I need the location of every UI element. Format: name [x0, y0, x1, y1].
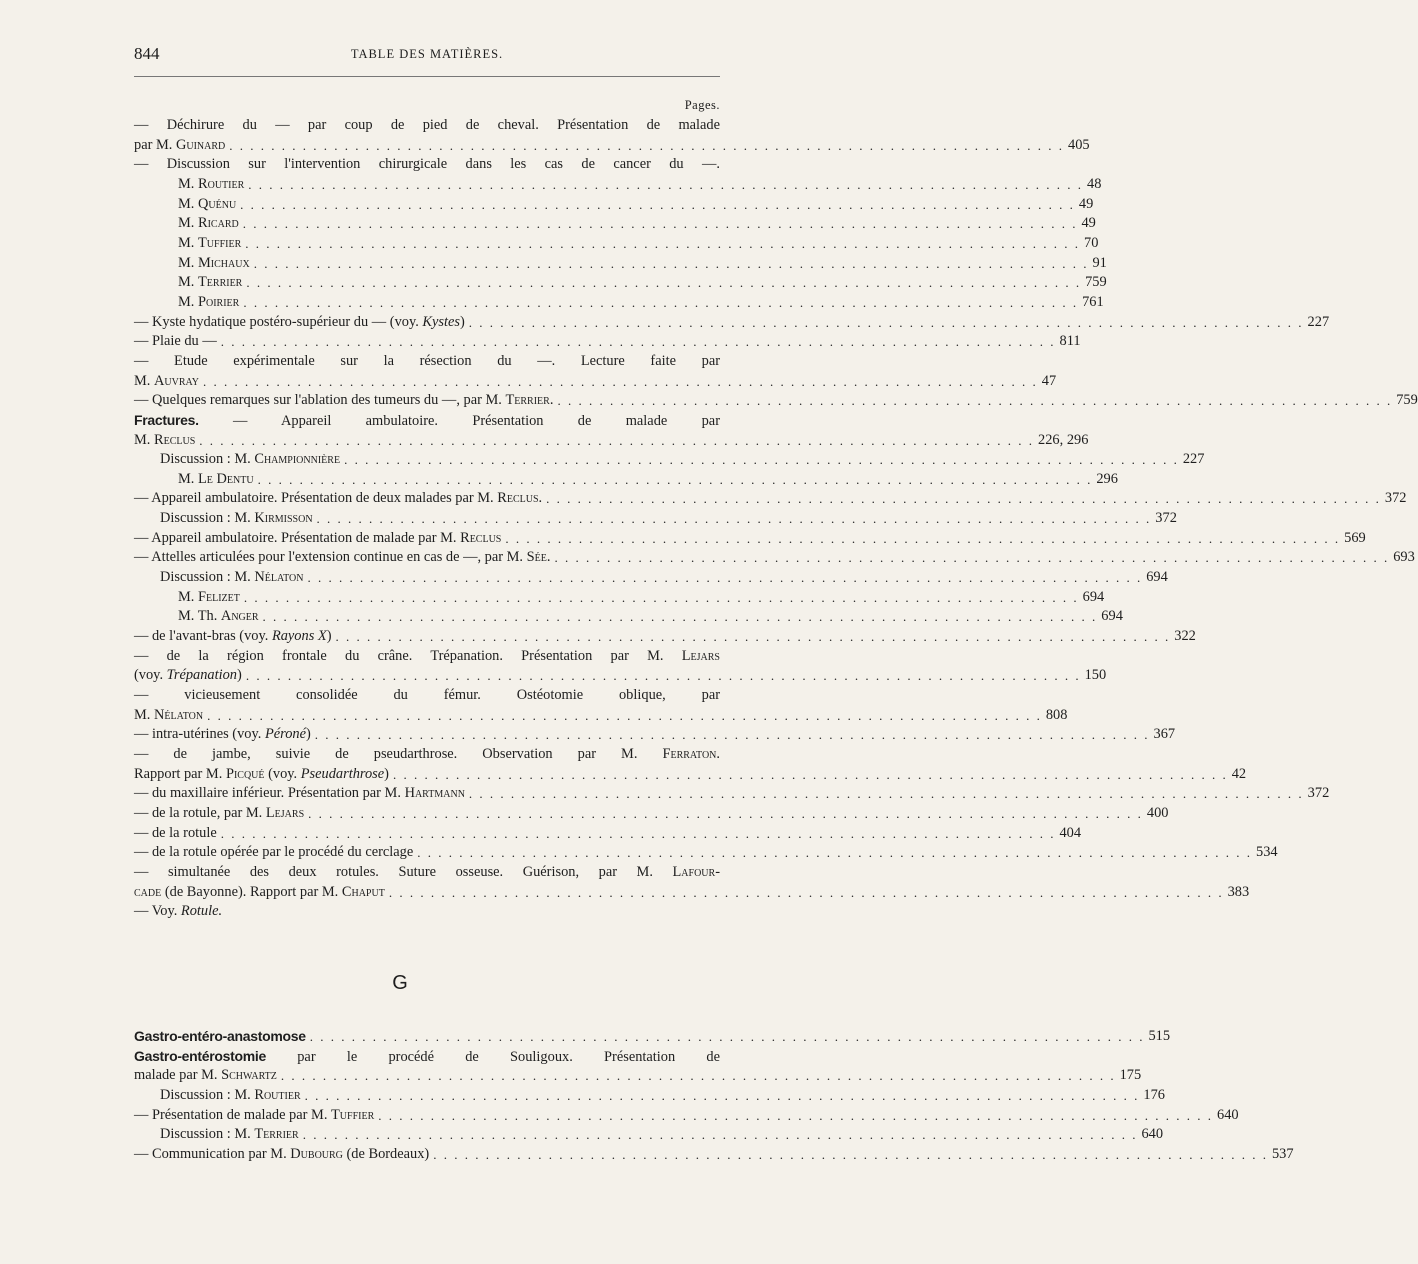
- entry-text: M.: [134, 431, 154, 448]
- entry-text: (de Bordeaux): [342, 1145, 430, 1162]
- entry-title: [178, 175, 244, 195]
- entry-text: Auvray: [154, 372, 200, 389]
- index-entry-line: [134, 804, 1169, 824]
- index-entry-line: [134, 902, 720, 922]
- entry-text: Sée.: [526, 549, 551, 566]
- entry-text: — Voy.: [134, 903, 181, 920]
- dot-leader: . . . . . . . . . . . . . . . . . . . . . . . . . . . . . . . . . . . . . . . . . . . . . . . . . . . . . . . . . . . . . . . . . . . . . . . . . . . . . . . .: [546, 491, 1381, 507]
- section-letter-g: G: [392, 972, 408, 994]
- page-reference: 367: [1153, 726, 1176, 743]
- entry-title: [178, 470, 254, 490]
- page-reference: 759: [1085, 274, 1107, 291]
- index-entry-line: [134, 352, 720, 372]
- entry-text: — Plaie du —: [134, 333, 217, 350]
- entry-text: Le Dentu: [198, 470, 254, 487]
- entry-text: Tuffier: [331, 1106, 375, 1123]
- page-reference: 761: [1082, 293, 1104, 310]
- entry-text: cade: [134, 883, 162, 900]
- entry-text: Picqué: [225, 765, 265, 782]
- page-reference: 694: [1082, 588, 1105, 605]
- entry-title: [134, 804, 304, 824]
- entry-text: Poirier: [198, 293, 240, 310]
- entry-text: M.: [178, 195, 198, 212]
- index-entries-f: [134, 116, 1418, 922]
- entry-title: [134, 372, 199, 392]
- index-entry-line: [134, 489, 1407, 509]
- index-entry-line: [134, 273, 1107, 293]
- dot-leader: . . . . . . . . . . . . . . . . . . . . . . . . . . . . . . . . . . . . . . . . . . . . . . . . . . . . . . . . . . . . . . . . . . . . . . . . . . . . . . . .: [280, 1068, 1116, 1084]
- dot-leader: . . . . . . . . . . . . . . . . . . . . . . . . . . . . . . . . . . . . . . . . . . . . . . . . . . . . . . . . . . . . . . . . . . . . . . . . . . . . . . . .: [308, 805, 1143, 821]
- entry-text: Terrier: [254, 1126, 299, 1143]
- entry-text: — Appareil ambulatoire. Présentation de malade par M.: [134, 529, 461, 546]
- dot-leader: . . . . . . . . . . . . . . . . . . . . . . . . . . . . . . . . . . . . . . . . . . . . . . . . . . . . . . . . . . . . . . . . . . . . . . . . . . . . . . . .: [316, 511, 1152, 527]
- entry-text: Fractures.: [134, 411, 199, 428]
- entry-title: [134, 706, 203, 726]
- page-reference: 42: [1231, 765, 1247, 782]
- entry-title: [134, 824, 217, 844]
- dot-leader: . . . . . . . . . . . . . . . . . . . . . . . . . . . . . . . . . . . . . . . . . . . . . . . . . . . . . . . . . . . . . . . . . . . . . . . . . . . . . . . .: [240, 196, 1075, 212]
- page-reference: 372: [1155, 510, 1177, 527]
- page-number: 844: [134, 44, 160, 63]
- page-reference: 400: [1146, 804, 1169, 821]
- entry-title: [178, 293, 239, 313]
- entry-text: ): [326, 628, 332, 645]
- entry-text: Discussion : M.: [160, 569, 255, 586]
- dot-leader: . . . . . . . . . . . . . . . . . . . . . . . . . . . . . . . . . . . . . . . . . . . . . . . . . . . . . . . . . . . . . . . . . . . . . . . . . . . . . . . .: [248, 176, 1084, 192]
- index-entry-line: [134, 1086, 1165, 1106]
- page-reference: 47: [1041, 372, 1057, 389]
- dot-leader: . . . . . . . . . . . . . . . . . . . . . . . . . . . . . . . . . . . . . . . . . . . . . . . . . . . . . . . . . . . . . . . . . . . . . . . . . . . . . . . .: [229, 137, 1064, 153]
- index-entry-line: [134, 647, 720, 667]
- index-entry-line: [134, 1106, 1239, 1126]
- page-reference: 693: [1393, 549, 1415, 566]
- page-reference: 759: [1396, 392, 1418, 409]
- page-reference: 537: [1271, 1145, 1294, 1162]
- page-reference: 405: [1068, 136, 1090, 153]
- entry-text: — simultanée des deux rotules. Suture osseuse. Guérison, par M.: [134, 863, 673, 880]
- entry-text: Quénu: [198, 195, 237, 212]
- entry-title: [134, 666, 242, 686]
- entry-title: [178, 234, 241, 254]
- entry-title: [178, 588, 240, 608]
- entry-text: Nélaton: [154, 706, 204, 723]
- entry-text: ): [305, 726, 311, 743]
- index-entry-line: [134, 548, 1415, 568]
- index-entry-line: [134, 1125, 1164, 1145]
- entry-text: Terrier: [198, 274, 243, 291]
- entry-text: Rotule.: [180, 903, 223, 920]
- index-entry-line: [134, 883, 1250, 903]
- entry-text: malade par M.: [134, 1067, 222, 1084]
- entry-text: — de jambe, suivie de pseudarthrose. Observation par M.: [134, 746, 663, 762]
- entry-text: Championnière: [254, 451, 341, 468]
- page-reference: 322: [1174, 628, 1196, 645]
- index-entry-line: [134, 175, 1102, 195]
- entry-text: Lafour-: [672, 863, 720, 880]
- entry-title: [178, 273, 242, 293]
- entry-text: Tuffier: [198, 234, 242, 251]
- entry-title: [160, 509, 313, 529]
- entry-title: [178, 214, 239, 234]
- page-reference: 176: [1143, 1086, 1165, 1103]
- index-entry-line: [134, 470, 1118, 490]
- entry-text: M.: [178, 234, 198, 251]
- dot-leader: . . . . . . . . . . . . . . . . . . . . . . . . . . . . . . . . . . . . . . . . . . . . . . . . . . . . . . . . . . . . . . . . . . . . . . . . . . . . . . . .: [557, 393, 1393, 409]
- entry-title: [134, 313, 465, 333]
- entry-text: Routier: [198, 175, 245, 192]
- page-reference: 48: [1087, 175, 1102, 192]
- index-entry-line: [134, 666, 1107, 686]
- dot-leader: . . . . . . . . . . . . . . . . . . . . . . . . . . . . . . . . . . . . . . . . . . . . . . . . . . . . . . . . . . . . . . . . . . . . . . . . . . . . . . . .: [344, 452, 1179, 468]
- entry-text: — Appareil ambulatoire. Présentation de deux malades par M.: [134, 490, 498, 507]
- page-reference: 372: [1307, 785, 1330, 802]
- entry-text: — de la rotule: [134, 824, 217, 841]
- page-reference: 383: [1227, 883, 1250, 900]
- entry-title: [160, 568, 303, 588]
- index-entry-line: [134, 588, 1105, 608]
- dot-leader: . . . . . . . . . . . . . . . . . . . . . . . . . . . . . . . . . . . . . . . . . . . . . . . . . . . . . . . . . . . . . . . . . . . . . . . . . . . . . . . .: [335, 629, 1171, 645]
- entry-text: Lejars: [681, 647, 720, 664]
- entry-text: (voy.: [264, 765, 301, 782]
- page-reference: 49: [1078, 195, 1094, 212]
- entry-text: Reclus: [154, 431, 196, 448]
- dot-leader: . . . . . . . . . . . . . . . . . . . . . . . . . . . . . . . . . . . . . . . . . . . . . . . . . . . . . . . . . . . . . . . . . . . . . . . . . . . . . . . .: [245, 235, 1080, 251]
- entry-text: — de la rotule opérée par le procédé du cerclage: [134, 844, 414, 861]
- entry-text: M.: [134, 706, 154, 723]
- entry-text: Routier: [254, 1086, 301, 1103]
- entry-text: Rapport par M.: [134, 765, 226, 782]
- entry-text: M.: [178, 215, 198, 232]
- page-reference: 175: [1119, 1067, 1142, 1084]
- dot-leader: . . . . . . . . . . . . . . . . . . . . . . . . . . . . . . . . . . . . . . . . . . . . . . . . . . . . . . . . . . . . . . . . . . . . . . . . . . . . . . . .: [243, 294, 1079, 310]
- index-entry-line: [134, 431, 1089, 451]
- index-entry-line: [134, 1066, 1142, 1086]
- dot-leader: . . . . . . . . . . . . . . . . . . . . . . . . . . . . . . . . . . . . . . . . . . . . . . . . . . . . . . . . . . . . . . . . . . . . . . . . . . . . . . . .: [243, 589, 1079, 605]
- dot-leader: . . . . . . . . . . . . . . . . . . . . . . . . . . . . . . . . . . . . . . . . . . . . . . . . . . . . . . . . . . . . . . . . . . . . . . . . . . . . . . . .: [257, 471, 1093, 487]
- entry-title: [134, 391, 553, 411]
- index-entry-line: [134, 450, 1205, 470]
- entry-text: Michaux: [198, 254, 250, 271]
- dot-leader: . . . . . . . . . . . . . . . . . . . . . . . . . . . . . . . . . . . . . . . . . . . . . . . . . . . . . . . . . . . . . . . . . . . . . . . . . . . . . . . .: [302, 1127, 1138, 1143]
- page-reference: 694: [1101, 608, 1123, 625]
- entry-text: ): [384, 765, 389, 782]
- page-reference: 811: [1059, 333, 1081, 350]
- entry-text: Gastro-entérostomie: [134, 1047, 266, 1064]
- entry-title: [134, 136, 225, 156]
- page-reference: 372: [1384, 490, 1407, 507]
- entry-text: Nélaton: [254, 569, 304, 586]
- entry-text: — Déchirure du — par coup de pied de cheval. Présentation de malade: [134, 117, 720, 133]
- index-entry-line: [134, 293, 1104, 313]
- entry-title: [134, 765, 389, 785]
- entry-title: [134, 489, 542, 509]
- dot-leader: . . . . . . . . . . . . . . . . . . . . . . . . . . . . . . . . . . . . . . . . . . . . . . . . . . . . . . . . . . . . . . . . . . . . . . . . . . . . . . . .: [388, 884, 1224, 900]
- entry-title: [178, 254, 250, 274]
- page-reference: 694: [1146, 569, 1168, 586]
- entry-text: Pseudarthrose: [300, 765, 385, 782]
- entry-title: [134, 1145, 429, 1165]
- index-entry-line: [134, 824, 1082, 844]
- entry-title: [134, 332, 217, 352]
- entry-text: (de Bayonne). Rapport par M.: [161, 883, 342, 900]
- entry-text: Trépanation: [166, 667, 238, 684]
- index-entry-line: [134, 509, 1177, 529]
- entry-text: Ricard: [198, 215, 239, 232]
- entry-text: Lejars: [265, 804, 305, 821]
- entry-text: par M.: [134, 136, 176, 153]
- entry-title: [134, 1027, 306, 1047]
- entry-title: [134, 883, 385, 903]
- index-entry-line: [134, 627, 1196, 647]
- entry-title: [134, 548, 550, 568]
- entry-text: — Appareil ambulatoire. Présentation de malade par: [198, 412, 720, 429]
- entry-text: Ferraton.: [662, 746, 720, 762]
- entry-text: — Quelques remarques sur l'ablation des tumeurs du —, par M.: [134, 392, 506, 409]
- pages-column-label: Pages.: [684, 98, 720, 112]
- entry-text: — du maxillaire inférieur. Présentation par M.: [134, 785, 405, 802]
- entry-text: Discussion : M.: [160, 451, 255, 468]
- page-reference: 640: [1217, 1106, 1239, 1123]
- entry-title: [134, 725, 311, 745]
- entry-text: Gastro-entéro-anastomose: [134, 1028, 306, 1044]
- entry-text: — de la rotule, par M.: [134, 804, 266, 821]
- entry-text: Discussion : M.: [160, 510, 255, 527]
- running-title: TABLE DES MATIÈRES.: [350, 47, 504, 61]
- entry-text: ): [460, 313, 465, 330]
- entry-text: — de la région frontale du crâne. Trépanation. Présentation par M.: [134, 647, 682, 664]
- entry-title: [134, 1066, 277, 1086]
- entry-title: [134, 627, 332, 647]
- entry-text: Schwartz: [221, 1067, 277, 1084]
- entry-text: — Kyste hydatique postéro-supérieur du — (voy.: [134, 313, 423, 330]
- entry-text: Rayons X: [271, 628, 327, 645]
- entry-text: — Présentation de malade par M.: [134, 1106, 332, 1123]
- entry-text: M.: [178, 588, 198, 605]
- dot-leader: . . . . . . . . . . . . . . . . . . . . . . . . . . . . . . . . . . . . . . . . . . . . . . . . . . . . . . . . . . . . . . . . . . . . . . . . . . . . . . . .: [304, 1087, 1140, 1103]
- entry-text: Terrier.: [505, 392, 554, 409]
- dot-leader: . . . . . . . . . . . . . . . . . . . . . . . . . . . . . . . . . . . . . . . . . . . . . . . . . . . . . . . . . . . . . . . . . . . . . . . . . . . . . . . .: [505, 530, 1341, 546]
- index-entry-line: [134, 116, 720, 136]
- dot-leader: . . . . . . . . . . . . . . . . . . . . . . . . . . . . . . . . . . . . . . . . . . . . . . . . . . . . . . . . . . . . . . . . . . . . . . . . . . . . . . . .: [246, 275, 1082, 291]
- entry-title: [134, 431, 195, 451]
- entry-text: Hartmann: [404, 785, 465, 802]
- index-entry-line: [134, 1145, 1294, 1165]
- index-entry-line: [134, 234, 1099, 254]
- index-entry-line: [134, 607, 1123, 627]
- dot-leader: . . . . . . . . . . . . . . . . . . . . . . . . . . . . . . . . . . . . . . . . . . . . . . . . . . . . . . . . . . . . . . . . . . . . . . . . . . . . . . . .: [433, 1146, 1268, 1162]
- entry-text: M.: [178, 274, 198, 291]
- page-header: [134, 44, 720, 64]
- index-entry-line: [134, 372, 1057, 392]
- entry-text: Discussion : M.: [160, 1126, 255, 1143]
- header-rule: [134, 76, 720, 77]
- entry-title: [178, 195, 236, 215]
- index-entry-line: [134, 195, 1094, 215]
- dot-leader: . . . . . . . . . . . . . . . . . . . . . . . . . . . . . . . . . . . . . . . . . . . . . . . . . . . . . . . . . . . . . . . . . . . . . . . . . . . . . . . .: [468, 786, 1304, 802]
- entry-text: — intra-utérines (voy.: [134, 726, 265, 743]
- index-entry-line: [134, 568, 1168, 588]
- entry-text: Kystes: [422, 313, 460, 330]
- entry-text: — Discussion sur l'intervention chirurgicale dans les cas de cancer du —.: [134, 156, 720, 173]
- page-reference: 150: [1084, 667, 1107, 684]
- entry-text: — Attelles articulées pour l'extension continue en cas de —, par M.: [134, 549, 527, 566]
- index-entry-line: [134, 765, 1247, 785]
- entry-text: — Etude expérimentale sur la résection du —. Lecture faite par: [134, 352, 720, 369]
- dot-leader: . . . . . . . . . . . . . . . . . . . . . . . . . . . . . . . . . . . . . . . . . . . . . . . . . . . . . . . . . . . . . . . . . . . . . . . . . . . . . . . .: [207, 707, 1042, 723]
- index-entry-line: [134, 725, 1176, 745]
- dot-leader: . . . . . . . . . . . . . . . . . . . . . . . . . . . . . . . . . . . . . . . . . . . . . . . . . . . . . . . . . . . . . . . . . . . . . . . . . . . . . . . .: [245, 668, 1081, 684]
- page-reference: 227: [1182, 451, 1205, 468]
- index-entry-line: [134, 214, 1096, 234]
- dot-leader: . . . . . . . . . . . . . . . . . . . . . . . . . . . . . . . . . . . . . . . . . . . . . . . . . . . . . . . . . . . . . . . . . . . . . . . . . . . . . . . .: [242, 216, 1078, 232]
- entry-title: [160, 450, 340, 470]
- entry-text: — de l'avant-bras (voy.: [134, 628, 272, 645]
- entry-title: [134, 529, 501, 549]
- dot-leader: . . . . . . . . . . . . . . . . . . . . . . . . . . . . . . . . . . . . . . . . . . . . . . . . . . . . . . . . . . . . . . . . . . . . . . . . . . . . . . . .: [417, 845, 1253, 861]
- index-entries-g: [134, 1027, 1294, 1165]
- page-reference: 640: [1141, 1126, 1164, 1143]
- page-reference: 226, 296: [1038, 431, 1089, 448]
- index-entry-line: [134, 313, 1330, 333]
- entry-text: Guinard: [175, 136, 226, 153]
- index-entry-line: [134, 136, 1090, 156]
- index-entry-line: [134, 411, 720, 431]
- entry-text: Reclus.: [497, 490, 543, 507]
- page-reference: 296: [1096, 470, 1118, 487]
- dot-leader: . . . . . . . . . . . . . . . . . . . . . . . . . . . . . . . . . . . . . . . . . . . . . . . . . . . . . . . . . . . . . . . . . . . . . . . . . . . . . . . .: [199, 432, 1035, 448]
- entry-text: Discussion : M.: [160, 1086, 255, 1103]
- page-reference: 404: [1059, 824, 1082, 841]
- dot-leader: . . . . . . . . . . . . . . . . . . . . . . . . . . . . . . . . . . . . . . . . . . . . . . . . . . . . . . . . . . . . . . . . . . . . . . . . . . . . . . . .: [378, 1107, 1214, 1123]
- dot-leader: . . . . . . . . . . . . . . . . . . . . . . . . . . . . . . . . . . . . . . . . . . . . . . . . . . . . . . . . . . . . . . . . . . . . . . . . . . . . . . . .: [203, 373, 1038, 389]
- page-reference: 227: [1307, 313, 1330, 330]
- entry-text: Reclus: [460, 529, 502, 546]
- index-entry-line: [134, 1047, 720, 1067]
- entry-text: M. Th.: [178, 608, 221, 625]
- page-reference: 49: [1081, 215, 1096, 232]
- index-entry-line: [134, 706, 1068, 726]
- entry-text: — Communication par M.: [134, 1145, 291, 1162]
- dot-leader: . . . . . . . . . . . . . . . . . . . . . . . . . . . . . . . . . . . . . . . . . . . . . . . . . . . . . . . . . . . . . . . . . . . . . . . . . . . . . . . .: [253, 255, 1089, 271]
- dot-leader: . . . . . . . . . . . . . . . . . . . . . . . . . . . . . . . . . . . . . . . . . . . . . . . . . . . . . . . . . . . . . . . . . . . . . . . . . . . . . . . .: [554, 550, 1390, 566]
- index-entry-line: [134, 686, 720, 706]
- entry-text: M.: [178, 175, 198, 192]
- dot-leader: . . . . . . . . . . . . . . . . . . . . . . . . . . . . . . . . . . . . . . . . . . . . . . . . . . . . . . . . . . . . . . . . . . . . . . . . . . . . . . . .: [314, 727, 1150, 743]
- entry-text: Kirmisson: [254, 510, 313, 527]
- entry-text: M.: [178, 254, 198, 271]
- entry-title: [178, 607, 259, 627]
- entry-text: ): [237, 667, 242, 684]
- index-entry-line: [134, 254, 1107, 274]
- entry-title: [134, 1106, 374, 1126]
- entry-text: Péroné: [264, 726, 306, 743]
- entry-text: M.: [178, 293, 198, 310]
- dot-leader: . . . . . . . . . . . . . . . . . . . . . . . . . . . . . . . . . . . . . . . . . . . . . . . . . . . . . . . . . . . . . . . . . . . . . . . . . . . . . . . .: [220, 334, 1056, 350]
- entry-title: [134, 843, 413, 863]
- entry-text: — vicieusement consolidée du fémur. Ostéotomie oblique, par: [134, 687, 720, 704]
- entry-text: par le procédé de Souligoux. Présentation de: [266, 1048, 720, 1065]
- page-reference: 91: [1092, 254, 1107, 271]
- entry-text: M.: [178, 470, 198, 487]
- index-entry-line: [134, 529, 1366, 549]
- index-entry-line: [134, 784, 1330, 804]
- entry-text: Anger: [220, 608, 259, 625]
- dot-leader: . . . . . . . . . . . . . . . . . . . . . . . . . . . . . . . . . . . . . . . . . . . . . . . . . . . . . . . . . . . . . . . . . . . . . . . . . . . . . . . .: [262, 609, 1098, 625]
- entry-title: [160, 1086, 301, 1106]
- entry-text: M.: [134, 372, 154, 389]
- entry-title: [134, 784, 465, 804]
- dot-leader: . . . . . . . . . . . . . . . . . . . . . . . . . . . . . . . . . . . . . . . . . . . . . . . . . . . . . . . . . . . . . . . . . . . . . . . . . . . . . . . .: [309, 1029, 1145, 1044]
- index-entry-line: [134, 391, 1418, 411]
- index-entry-line: [134, 332, 1081, 352]
- index-entry-line: [134, 863, 720, 883]
- entry-text: (voy.: [134, 667, 167, 684]
- entry-text: Dubourg: [290, 1145, 343, 1162]
- index-entry-line: [134, 155, 720, 175]
- dot-leader: . . . . . . . . . . . . . . . . . . . . . . . . . . . . . . . . . . . . . . . . . . . . . . . . . . . . . . . . . . . . . . . . . . . . . . . . . . . . . . . .: [468, 314, 1304, 330]
- page-reference: 70: [1084, 234, 1099, 251]
- page-reference: 515: [1148, 1028, 1171, 1044]
- page-reference: 534: [1256, 844, 1278, 861]
- entry-text: Felizet: [198, 588, 240, 605]
- page-reference: 569: [1344, 529, 1366, 546]
- index-entry-line: [134, 745, 720, 765]
- index-entry-line: [134, 843, 1278, 863]
- dot-leader: . . . . . . . . . . . . . . . . . . . . . . . . . . . . . . . . . . . . . . . . . . . . . . . . . . . . . . . . . . . . . . . . . . . . . . . . . . . . . . . .: [220, 825, 1056, 841]
- entry-text: Chaput: [341, 883, 385, 900]
- dot-leader: . . . . . . . . . . . . . . . . . . . . . . . . . . . . . . . . . . . . . . . . . . . . . . . . . . . . . . . . . . . . . . . . . . . . . . . . . . . . . . . .: [307, 570, 1143, 586]
- index-entry-line: [134, 1027, 1171, 1047]
- page-reference: 808: [1045, 706, 1068, 723]
- dot-leader: . . . . . . . . . . . . . . . . . . . . . . . . . . . . . . . . . . . . . . . . . . . . . . . . . . . . . . . . . . . . . . . . . . . . . . . . . . . . . . . .: [392, 766, 1228, 782]
- entry-title: [160, 1125, 299, 1145]
